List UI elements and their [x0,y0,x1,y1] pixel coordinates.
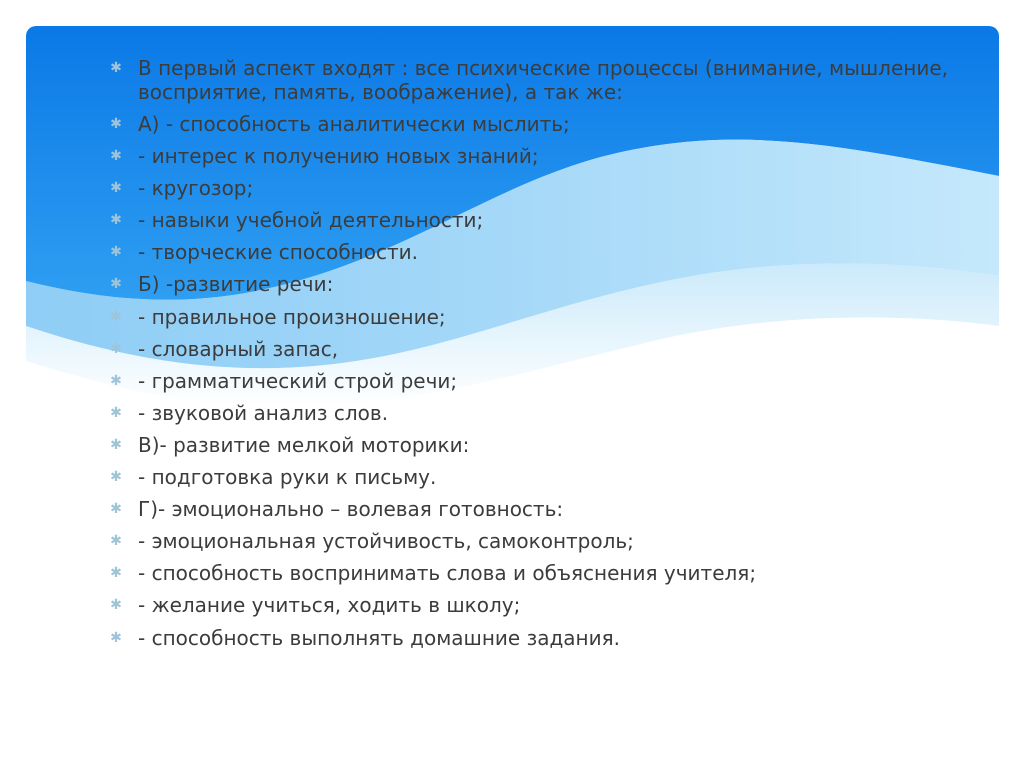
asterisk-icon: ✱ [110,565,122,582]
list-item-text: - интерес к получению новых знаний; [138,144,539,169]
asterisk-icon: ✱ [110,436,122,453]
asterisk-icon: ✱ [110,116,122,132]
list-item-text: - способность выполнять домашние задания. [138,625,621,650]
list-item [106,56,976,104]
list-item-text: - кругозор; [138,176,254,201]
bullet-list [106,56,976,658]
list-item [106,369,976,393]
asterisk-icon: ✱ [110,372,122,389]
list-item-text: - звуковой анализ слов. [138,400,389,425]
list-item-text: - навыки учебной деятельности; [138,208,484,233]
asterisk-icon: ✱ [110,404,122,421]
asterisk-icon: ✱ [110,60,122,76]
list-item [106,305,976,329]
list-item-text: В первый аспект входят : все психические процессы (внимание, мышление, восприятие, память, воображение), а так же: [138,56,949,104]
asterisk-icon: ✱ [110,276,122,293]
list-item [106,593,976,617]
list-item [106,561,976,585]
list-item-text: - желание учиться, ходить в школу; [138,593,521,618]
asterisk-icon: ✱ [110,340,122,357]
list-item-text: А) - способность аналитически мыслить; [138,112,570,136]
list-item [106,529,976,553]
list-item-text: - грамматический строй речи; [138,368,458,393]
list-item-text: - правильное произношение; [138,304,446,329]
list-item [106,176,976,200]
list-item-text: - творческие способности. [138,240,418,265]
asterisk-icon: ✱ [110,597,122,614]
list-item [106,497,976,521]
list-item-text: Г)- эмоционально – волевая готовность: [138,497,564,522]
list-item [106,465,976,489]
asterisk-icon: ✱ [110,244,122,261]
asterisk-icon: ✱ [110,533,122,550]
list-item [106,208,976,232]
asterisk-icon: ✱ [110,469,122,486]
list-item [106,626,976,650]
list-item [106,337,976,361]
list-item-text: - словарный запас, [138,336,339,361]
slide [26,26,999,746]
asterisk-icon: ✱ [110,501,122,518]
list-item-text: - подготовка руки к письму. [138,465,437,490]
list-item [106,240,976,264]
list-item [106,401,976,425]
list-item-text: - эмоциональная устойчивость, самоконтроль; [138,529,634,554]
asterisk-icon: ✱ [110,180,122,197]
list-item [106,112,976,136]
list-item-text: - способность воспринимать слова и объяснения учителя; [138,561,757,586]
asterisk-icon: ✱ [110,148,122,165]
list-item-text: Б) -развитие речи: [138,272,334,297]
list-item [106,144,976,168]
list-item-text: В)- развитие мелкой моторики: [138,432,470,457]
asterisk-icon: ✱ [110,308,122,325]
list-item [106,433,976,457]
list-item [106,272,976,296]
asterisk-icon: ✱ [110,629,122,646]
asterisk-icon: ✱ [110,212,122,229]
